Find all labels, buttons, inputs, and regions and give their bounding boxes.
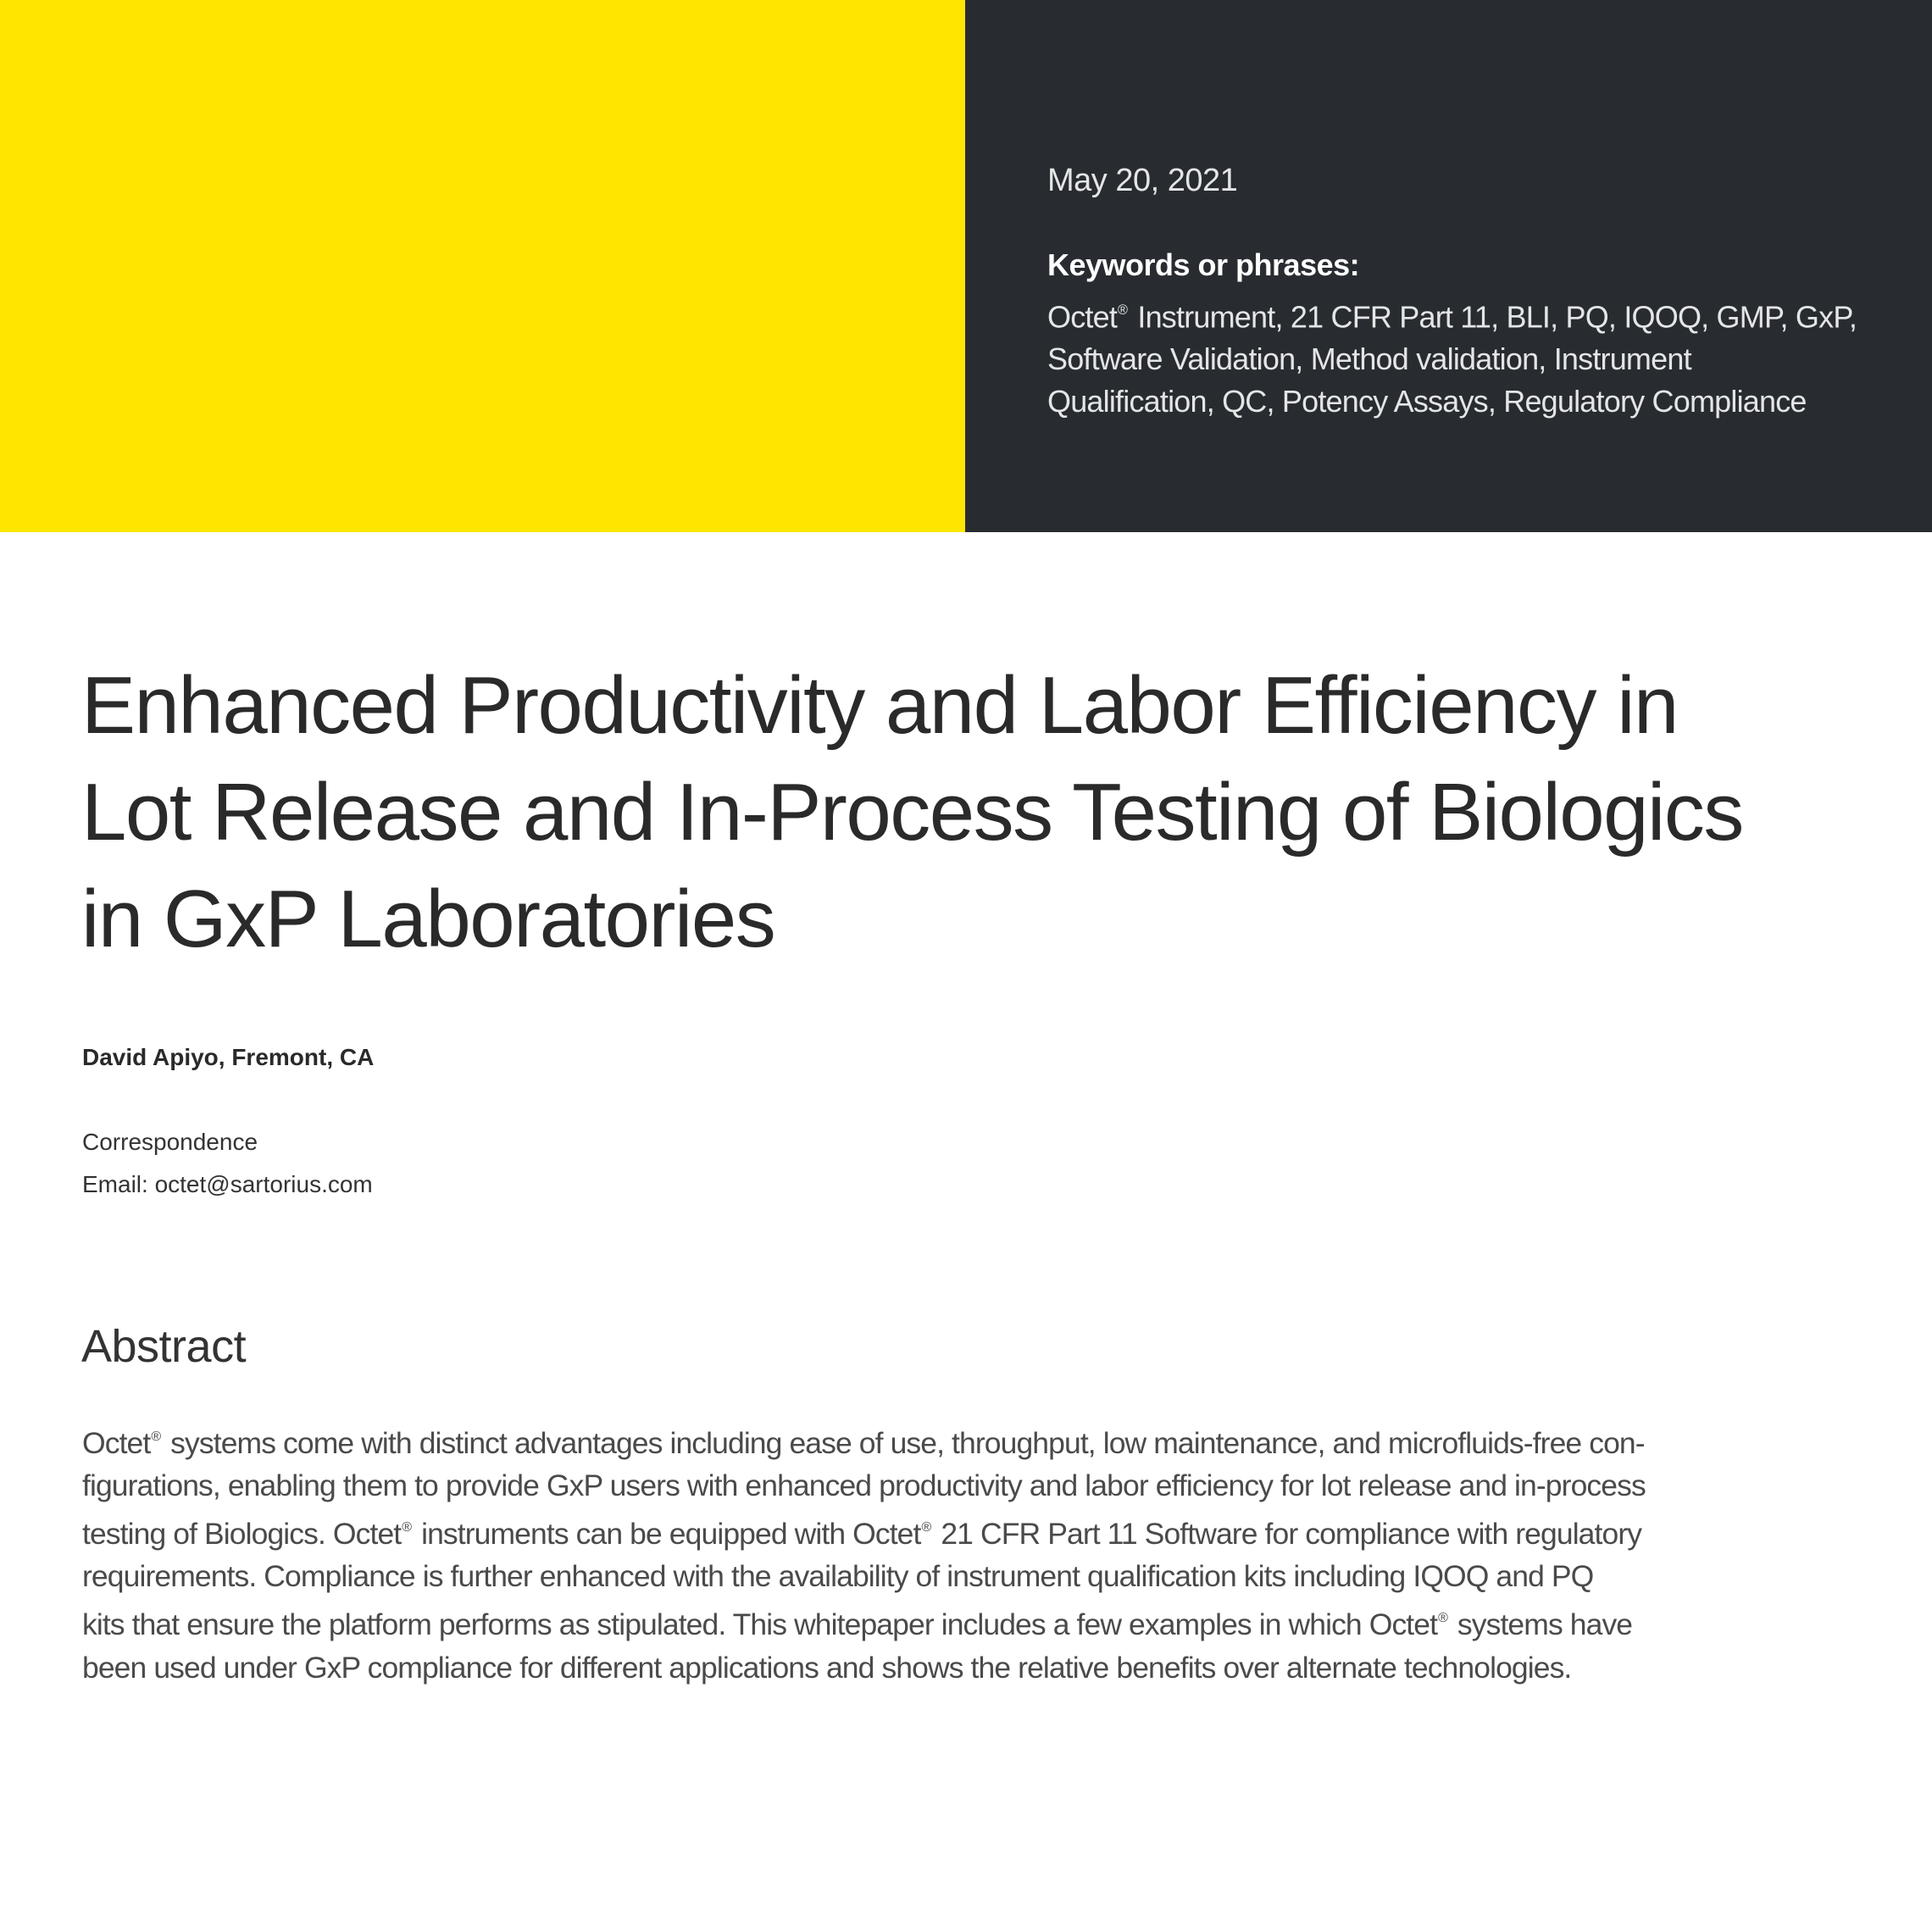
- registered-mark: ®: [921, 1520, 931, 1535]
- title-line: Enhanced Productivity and Labor Efficiency in: [81, 660, 1678, 751]
- author-line: David Apiyo, Fremont, CA: [82, 1044, 375, 1070]
- abstract-line: [82, 1416, 1870, 1464]
- abstract-line: [82, 1507, 1870, 1555]
- keywords-label: Keywords or phrases:: [1047, 247, 1360, 282]
- yellow-accent-block: [0, 0, 965, 532]
- keywords-rest: Instrument, 21 CFR Part 11, BLI, PQ, IQOQ, GMP, GxP, Software Validation, Method validation, Instrument Qualification, QC, Potency Assays, Regulatory Compliance: [1047, 299, 1857, 419]
- abstract-line: [82, 1646, 1870, 1689]
- correspondence-label: Correspondence: [82, 1129, 258, 1155]
- abstract-text: 21 CFR Part 11 Software for compliance with regulatory: [933, 1517, 1642, 1552]
- abstract-text: kits that ensure the platform performs as stipulated. This whitepaper includes a few examples in which Octet: [82, 1607, 1438, 1642]
- abstract-line: [82, 1555, 1870, 1597]
- abstract-body: [82, 1416, 1870, 1689]
- abstract-text: requirements. Compliance is further enhanced with the availability of instrument qualification kits including IQOQ and PQ: [82, 1559, 1594, 1594]
- publication-date: May 20, 2021: [1047, 163, 1238, 198]
- abstract-text: been used under GxP compliance for different applications and shows the relative benefits over alternate technologies.: [82, 1650, 1572, 1685]
- abstract-line: [82, 1464, 1870, 1507]
- abstract-text: systems come with distinct advantages including ease of use, throughput, low maintenance, and microfluids-free con-: [163, 1426, 1645, 1461]
- title-line: in GxP Laboratories: [81, 874, 775, 964]
- meta-panel: [965, 0, 1932, 532]
- registered-mark: ®: [1438, 1611, 1447, 1626]
- abstract-line: [82, 1597, 1870, 1646]
- abstract-text: figurations, enabling them to provide GxP users with enhanced productivity and labor efficiency for lot release and in-process: [82, 1468, 1646, 1503]
- registered-mark: ®: [402, 1520, 412, 1535]
- keywords-list: [1047, 289, 1861, 423]
- cover-header: [0, 0, 1932, 532]
- abstract-text: systems have: [1449, 1607, 1633, 1642]
- abstract-text: instruments can be equipped with Octet: [414, 1517, 921, 1552]
- document-title: [81, 652, 1903, 973]
- keywords-brand: Octet: [1047, 299, 1118, 335]
- correspondence-email: Email: octet@sartorius.com: [82, 1171, 373, 1197]
- abstract-text: testing of Biologics. Octet: [82, 1517, 402, 1552]
- abstract-text: Octet: [82, 1426, 151, 1461]
- registered-mark: ®: [151, 1430, 161, 1444]
- title-line: Lot Release and In-Process Testing of Biologics: [81, 767, 1743, 858]
- registered-mark: ®: [1118, 303, 1128, 318]
- abstract-heading: Abstract: [81, 1321, 247, 1372]
